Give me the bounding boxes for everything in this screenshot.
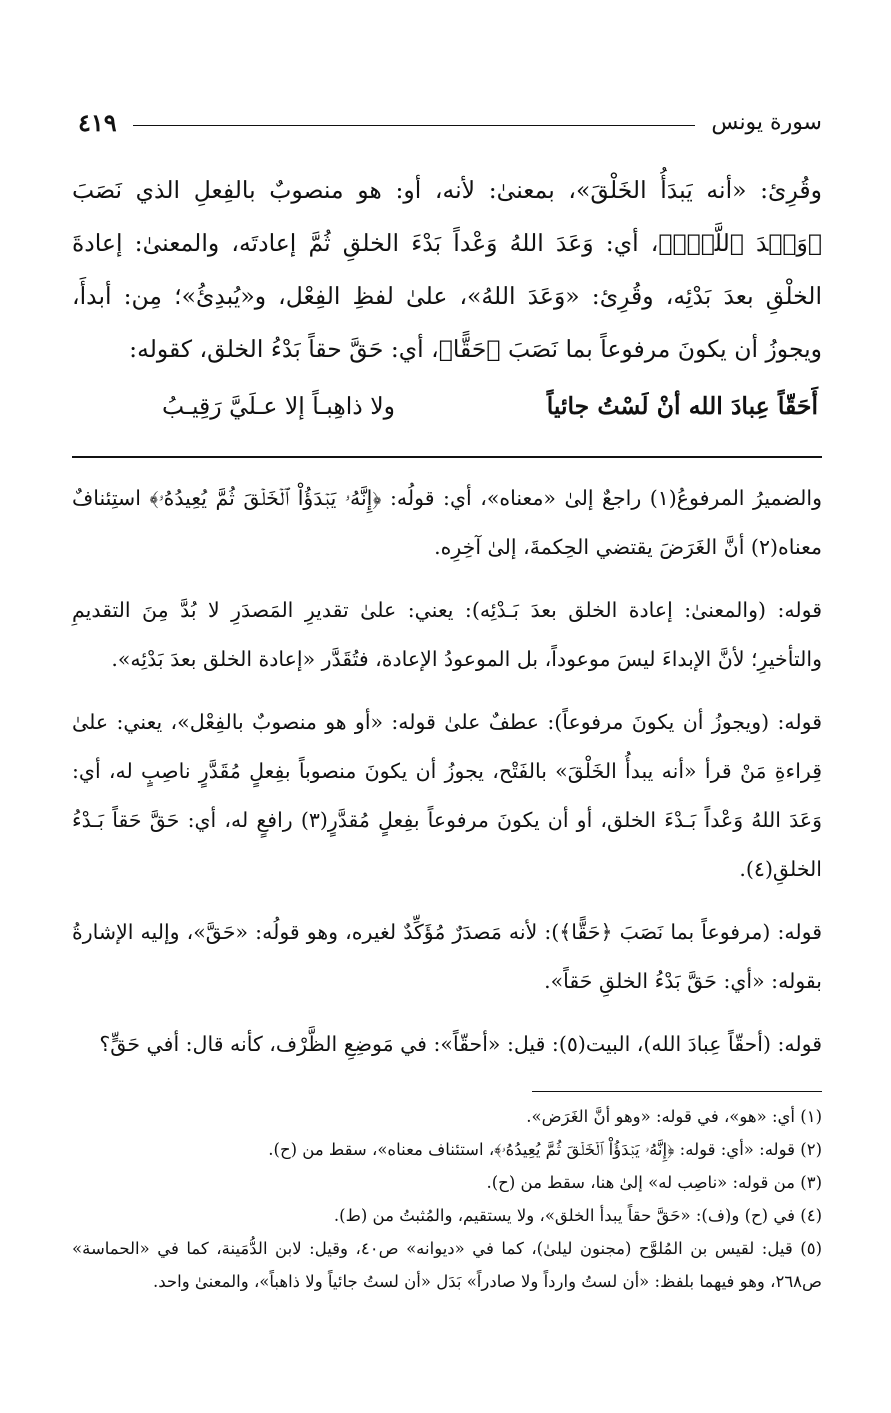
footnote: (٤) في (ح) و(ف): «حَقَّ حقاً يبدأ الخلق»، ولا يستقيم، والمُثبتُ من (ط). [333,1206,822,1225]
page-header [72,100,822,144]
commentary-paragraph: والضميرُ المرفوعُ(١) راجعٌ إلىٰ «معناه»، أي: قولُه: ﴿إِنَّهُۥ يَبۡدَؤُاْ ٱلۡخَلۡقَ ثُمَّ يُعِيدُهُۥ﴾ استِئنافٌ معناه(٢) أنَّ الغَرَضَ يقتضي الحِكمةَ، إلىٰ آخِرِه. [72,486,823,559]
footnote: (٢) قوله: «أي: قوله: ﴿إِنَّهُۥ يَبۡدَؤُاْ ٱلۡخَلۡقَ ثُمَّ يُعِيدُهُۥ﴾، استئناف معناه»، سقط من (ح). [268,1140,822,1159]
main-text [72,164,822,426]
header-rule [133,125,696,126]
commentary-paragraph: قوله: (أحقّاً عِبادَ الله)، البيت(٥): قيل: «أحقّاً»: في مَوضِعِ الظَّرْف، كأنه قال: أفي حَقٍّ؟ [99,1032,822,1056]
footnote: (٣) من قوله: «ناصِب له» إلىٰ هنا، سقط من (ح). [486,1173,822,1192]
section-divider [72,456,822,458]
page-number: ٤١٩ [78,107,117,137]
commentary-paragraph: قوله: (ويجوزُ أن يكونَ مرفوعاً): عطفٌ علىٰ قوله: «أو هو منصوبٌ بالفِعْل»، يعني: علىٰ قِراءةِ مَنْ قرأ «أنه يبدأُ الخَلْقَ» بالفَتْح، يجوزُ أن يكونَ منصوباً بفِعلٍ مُقَدَّرٍ ناصِبٍ له، أي: وَعَدَ اللهُ وَعْداً بَـدْءَ الخلق، أو أن يكونَ مرفوعاً بفِعلٍ مُقدَّرٍ(٣) رافعٍ له، أي: حَقَّ حَقاً بَـدْءُ الخلقِ(٤). [72,710,822,881]
commentary-paragraph: قوله: (والمعنىٰ: إعادة الخلق بعدَ بَـدْئِه): يعني: علىٰ تقديرِ المَصدَرِ لا بُدَّ مِنَ التقديمِ والتأخيرِ؛ لأنَّ الإبداءَ ليسَ موعوداً، بل الموعودُ الإعادة، فتُقَدَّر «إعادة الخلق بعدَ بَدْئِه». [72,598,822,671]
poetry-verse [162,386,818,426]
footnotes [72,1100,822,1298]
footnote: (٥) قيل: لقيس بن المُلوَّح (مجنون ليلىٰ)، كما في «ديوانه» ص٤٠، وقيل: لابن الدُّمَينة، كما في «الحماسة» ص٢٦٨، وهو فيهما بلفظ: «أن لستُ وارداً ولا صادراً» بَدَل «أن لستُ جائياً ولا ذاهباً»، والمعنىٰ واحد. [72,1239,822,1291]
verse-first-hemistich: أَحَقّاً عِبادَ الله أنْ لَسْتُ جائياً [546,392,818,420]
footnote-divider [532,1091,822,1092]
book-page [72,100,822,1298]
verse-second-hemistich: ولا ذاهِبـاً إلا عـلَيَّ رَقِيـبُ [162,392,395,420]
surah-name: سورة يونس [711,109,822,135]
commentary-paragraph: قوله: (مرفوعاً بما نَصَبَ ﴿حَقًّا﴾): لأنه مَصدَرٌ مُؤَكِّدٌ لغيره، وهو قولُه: «حَقَّ»، وإليه الإشارةُ بقوله: «أي: حَقَّ بَدْءُ الخلقِ حَقاً». [72,920,822,993]
main-paragraph: وقُرِئ: «أنه يَبدَأُ الخَلْقَ»، بمعنىٰ: لأنه، أو: هو منصوبٌ بالفِعلِ الذي نَصَبَ ﴿وَعۡدَ ٱللَّهِۚ﴾، أي: وَعَدَ اللهُ وَعْداً بَدْءَ الخلقِ ثُمَّ إعادتَه، والمعنىٰ: إعادةَ الخلْقِ بعدَ بَدْئِه، وقُرِئ: «وَعَدَ اللهُ»، علىٰ لفظِ الفِعْل، و«يُبدِئُ»؛ مِن: أبدأَ، ويجوزُ أن يكونَ مرفوعاً بما نَصَبَ ﴿حَقًّا﴾، أي: حَقَّ حقاً بَدْءُ الخلق، كقوله: [72,176,822,363]
footnote: (١) أي: «هو»، في قوله: «وهو أنَّ الغَرَض». [526,1107,822,1126]
commentary-section [72,474,822,1069]
